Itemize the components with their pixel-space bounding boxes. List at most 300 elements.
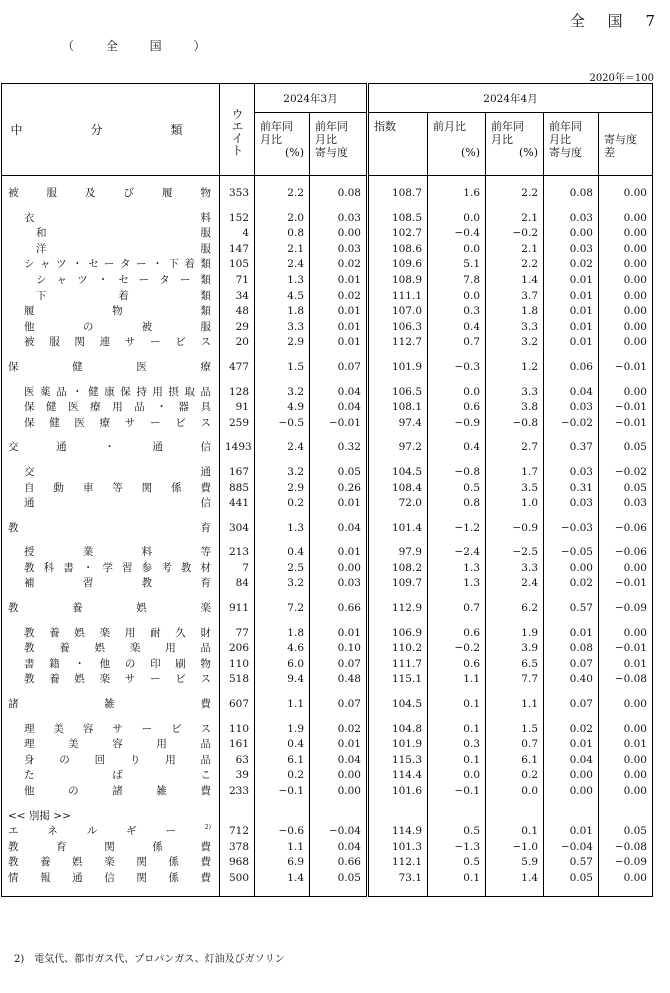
cell-march-contrib: 0.01 — [337, 305, 361, 318]
header-april-contrib: 前年同 月比 寄与度 — [544, 113, 599, 176]
cell-weight: 161 — [220, 737, 255, 753]
row-name: 下着類 — [2, 289, 220, 305]
cell-march-contrib: 0.10 — [337, 642, 361, 655]
cell-april-mom: −0.4 — [428, 226, 486, 242]
cell-march-yoy: 7.2 — [255, 601, 310, 617]
cell-april-yoy: 3.7 — [486, 289, 544, 305]
cell-april-diff: 0.00 — [623, 785, 647, 797]
cell-april-yoy: 3.8 — [486, 400, 544, 416]
cell-march-contrib — [310, 809, 368, 825]
row-name: 教科書・学習参考教材 — [2, 561, 220, 577]
cpi-table — [1, 83, 653, 897]
cell-weight: 353 — [220, 186, 255, 202]
cell-march-yoy: 3.2 — [255, 385, 310, 401]
cell-april-index: 112.1 — [368, 855, 428, 871]
cell-weight: 7 — [220, 561, 255, 577]
cell-april-diff: 0.01 — [623, 738, 647, 751]
cell-march-contrib: 0.01 — [337, 336, 361, 349]
cell-weight: 20 — [220, 335, 255, 351]
table-row — [2, 335, 653, 351]
cell-april-mom: −0.3 — [428, 360, 486, 376]
row-name: 被服及び履物 — [2, 186, 220, 202]
cell-april-index: 109.6 — [368, 257, 428, 273]
cell-march-yoy: 2.4 — [255, 257, 310, 273]
cell-march-yoy — [255, 809, 310, 825]
header-april-mom: 前月比 (%) — [428, 113, 486, 176]
cell-april-yoy: −0.9 — [486, 521, 544, 537]
table-row — [2, 768, 653, 784]
cell-march-yoy: 1.5 — [255, 360, 310, 376]
cell-april-diff: −0.09 — [614, 602, 647, 615]
cell-april-diff — [599, 809, 653, 825]
header-march-contrib: 前年同 月比 寄与度 — [310, 113, 368, 176]
cell-april-yoy: 6.5 — [486, 657, 544, 673]
cell-april-index: 97.9 — [368, 545, 428, 561]
cell-weight: 29 — [220, 320, 255, 336]
cell-march-contrib: −0.01 — [328, 416, 361, 429]
cell-weight: 500 — [220, 871, 255, 887]
cell-march-yoy: 9.4 — [255, 672, 310, 688]
cell-april-contrib: 0.08 — [544, 186, 599, 202]
cell-april-mom: 0.6 — [428, 657, 486, 673]
cell-march-yoy: −0.6 — [255, 824, 310, 840]
row-name: 教育関係費 — [2, 840, 220, 856]
header-march: 2024年3月 — [255, 84, 368, 113]
cell-april-contrib: 0.03 — [544, 242, 599, 258]
cell-april-yoy: −0.2 — [486, 226, 544, 242]
cell-march-contrib: 0.01 — [337, 546, 361, 559]
row-name: 衣料 — [2, 211, 220, 227]
cell-weight: 441 — [220, 496, 255, 512]
table-row — [2, 809, 653, 825]
cell-weight: 378 — [220, 840, 255, 856]
cell-april-mom: 1.6 — [428, 186, 486, 202]
cell-april-index: 102.7 — [368, 226, 428, 242]
cell-april-contrib: 0.01 — [544, 320, 599, 336]
cell-april-index: 101.6 — [368, 784, 428, 800]
cell-weight: 167 — [220, 465, 255, 481]
row-name: 他の諸雑費 — [2, 784, 220, 800]
cell-weight: 128 — [220, 385, 255, 401]
cell-april-mom: 0.1 — [428, 722, 486, 738]
cell-april-contrib: 0.02 — [544, 576, 599, 592]
cell-april-contrib: 0.57 — [544, 601, 599, 617]
cell-april-diff: −0.01 — [614, 642, 647, 655]
row-name: エネルギー$^{2)}$ — [2, 824, 220, 840]
cell-april-diff: 0.00 — [623, 242, 647, 255]
cell-april-yoy: 0.1 — [486, 824, 544, 840]
cell-april-index: 104.5 — [368, 465, 428, 481]
cell-april-mom — [428, 809, 486, 825]
cell-march-contrib: 0.02 — [337, 722, 361, 735]
row-name: 教養娯楽 — [2, 601, 220, 617]
cell-march-contrib: 0.08 — [337, 187, 361, 199]
cell-weight: 77 — [220, 626, 255, 642]
cell-april-yoy: 3.3 — [486, 385, 544, 401]
cell-april-diff: 0.00 — [623, 320, 647, 333]
cell-april-index: 106.3 — [368, 320, 428, 336]
cell-april-index: 104.5 — [368, 697, 428, 713]
footnote-ref: 2) — [204, 824, 211, 832]
cell-april-index: 115.1 — [368, 672, 428, 688]
cell-march-yoy: 4.5 — [255, 289, 310, 305]
cell-april-yoy: 3.3 — [486, 320, 544, 336]
cell-april-mom: 0.0 — [428, 768, 486, 784]
cell-april-contrib: 0.01 — [544, 335, 599, 351]
cell-april-yoy: 2.2 — [486, 257, 544, 273]
table-row — [2, 289, 653, 305]
cell-march-yoy: 0.8 — [255, 226, 310, 242]
cell-april-diff: 0.00 — [623, 871, 647, 884]
row-name: 医薬品・健康保持用摂取品 — [2, 385, 220, 401]
cell-april-yoy: 1.0 — [486, 496, 544, 512]
cell-april-diff: 0.01 — [623, 657, 647, 670]
cell-april-diff: −0.08 — [614, 840, 647, 853]
cell-march-contrib: 0.05 — [337, 465, 361, 478]
cell-april-contrib: 0.00 — [544, 226, 599, 242]
cell-april-mom: 0.8 — [428, 496, 486, 512]
table-row — [2, 601, 653, 617]
row-name: 教養娯楽関係費 — [2, 855, 220, 871]
cell-march-yoy: 2.1 — [255, 242, 310, 258]
cell-april-index: 108.1 — [368, 400, 428, 416]
cell-march-contrib: 0.02 — [337, 258, 361, 271]
cell-march-contrib: 0.04 — [337, 840, 361, 853]
table-row — [2, 496, 653, 512]
cell-april-index: 104.8 — [368, 722, 428, 738]
cell-weight: 712 — [220, 824, 255, 840]
cell-april-diff: −0.02 — [614, 465, 647, 478]
cell-weight: 147 — [220, 242, 255, 258]
cell-april-diff: 0.05 — [623, 441, 647, 454]
cell-april-yoy: 0.7 — [486, 737, 544, 753]
cell-april-yoy — [486, 809, 544, 825]
cell-april-contrib: 0.40 — [544, 672, 599, 688]
cell-weight: 152 — [220, 211, 255, 227]
cell-april-diff: 0.00 — [623, 769, 647, 782]
table-row — [2, 657, 653, 673]
cell-april-mom: 0.1 — [428, 697, 486, 713]
row-name: 保健医療サービス — [2, 416, 220, 432]
cell-april-contrib: 0.04 — [544, 753, 599, 769]
cell-april-diff: 0.00 — [623, 561, 647, 574]
cell-april-contrib: −0.02 — [544, 416, 599, 432]
cell-weight: 968 — [220, 855, 255, 871]
cell-april-diff: 0.00 — [623, 626, 647, 639]
cell-april-index: 107.0 — [368, 304, 428, 320]
cell-april-yoy: −0.8 — [486, 416, 544, 432]
cell-april-yoy: 5.9 — [486, 855, 544, 871]
cell-april-diff: 0.00 — [623, 698, 647, 711]
cell-april-contrib: 0.08 — [544, 641, 599, 657]
cell-march-contrib: 0.04 — [337, 401, 361, 414]
cell-march-contrib: 0.01 — [337, 273, 361, 286]
cell-april-contrib: 0.37 — [544, 440, 599, 456]
cell-april-yoy: −1.0 — [486, 840, 544, 856]
row-name: 理美容サービス — [2, 722, 220, 738]
row-name: 和服 — [2, 226, 220, 242]
cell-april-contrib: 0.02 — [544, 257, 599, 273]
cell-weight: 911 — [220, 601, 255, 617]
cell-april-diff: −0.08 — [614, 673, 647, 686]
row-name: 保健医療 — [2, 360, 220, 376]
cell-march-yoy: 2.0 — [255, 211, 310, 227]
row-name: 身の回り用品 — [2, 753, 220, 769]
cell-april-mom: 0.6 — [428, 626, 486, 642]
table-row — [2, 257, 653, 273]
cell-march-contrib: 0.04 — [337, 521, 361, 534]
table-row — [2, 465, 653, 481]
cell-april-contrib: 0.01 — [544, 273, 599, 289]
header-april-index: 指数 — [368, 113, 428, 176]
cell-march-yoy: 3.2 — [255, 465, 310, 481]
cell-april-yoy: 3.5 — [486, 481, 544, 497]
cell-march-yoy: 1.8 — [255, 304, 310, 320]
cell-april-yoy: 7.7 — [486, 672, 544, 688]
table-row — [2, 226, 653, 242]
table-row — [2, 576, 653, 592]
table-row — [2, 855, 653, 871]
cell-march-yoy: 2.5 — [255, 561, 310, 577]
cell-april-yoy: 1.1 — [486, 697, 544, 713]
cell-weight: 213 — [220, 545, 255, 561]
cell-march-yoy: 2.9 — [255, 335, 310, 351]
row-name: 教養娯楽用耐久財 — [2, 626, 220, 642]
table-row — [2, 481, 653, 497]
cell-april-yoy: 3.9 — [486, 641, 544, 657]
page-label: 全 国 7 — [569, 12, 664, 30]
cell-april-contrib: 0.00 — [544, 784, 599, 800]
cell-march-contrib: 0.66 — [337, 602, 361, 615]
cell-april-index: 108.9 — [368, 273, 428, 289]
cell-weight: 259 — [220, 416, 255, 432]
cell-april-diff: 0.05 — [623, 481, 647, 494]
cell-april-mom: 0.5 — [428, 824, 486, 840]
cell-april-mom: 0.1 — [428, 753, 486, 769]
cell-march-contrib: 0.26 — [337, 481, 361, 494]
cell-march-yoy: 3.2 — [255, 576, 310, 592]
cell-april-index: 106.9 — [368, 626, 428, 642]
cell-april-yoy: 2.4 — [486, 576, 544, 592]
table-row — [2, 304, 653, 320]
table-row — [2, 672, 653, 688]
cell-april-diff: 0.00 — [623, 258, 647, 271]
cell-march-yoy: 4.6 — [255, 641, 310, 657]
cell-april-mom: 0.0 — [428, 242, 486, 258]
cell-march-contrib: 0.01 — [337, 738, 361, 751]
table-row — [2, 840, 653, 856]
cell-march-contrib: 0.04 — [337, 385, 361, 398]
table-row — [2, 211, 653, 227]
cell-april-contrib: −0.03 — [544, 521, 599, 537]
cell-april-yoy: 2.2 — [486, 186, 544, 202]
cell-april-index: 73.1 — [368, 871, 428, 887]
cell-march-yoy: 4.9 — [255, 400, 310, 416]
cell-april-yoy: 6.1 — [486, 753, 544, 769]
cell-april-diff: 0.00 — [623, 722, 647, 735]
cell-march-contrib: 0.01 — [337, 497, 361, 510]
cell-april-index: 108.5 — [368, 211, 428, 227]
cell-april-contrib: 0.07 — [544, 697, 599, 713]
cell-april-yoy: 1.4 — [486, 273, 544, 289]
cell-april-index: 97.2 — [368, 440, 428, 456]
cell-april-mom: 5.1 — [428, 257, 486, 273]
cell-april-contrib: 0.31 — [544, 481, 599, 497]
cell-april-mom: 1.3 — [428, 576, 486, 592]
cell-march-yoy: 1.9 — [255, 722, 310, 738]
cell-april-contrib: 0.07 — [544, 657, 599, 673]
table-row — [2, 385, 653, 401]
cell-april-index: 101.3 — [368, 840, 428, 856]
cell-april-mom: −1.3 — [428, 840, 486, 856]
row-name: シャツ・セーター類 — [2, 273, 220, 289]
cell-april-index: 101.4 — [368, 521, 428, 537]
row-name: シャツ・セーター・下着類 — [2, 257, 220, 273]
table-row — [2, 545, 653, 561]
cell-weight: 110 — [220, 657, 255, 673]
row-name: 理美容用品 — [2, 737, 220, 753]
cell-march-yoy: 0.2 — [255, 768, 310, 784]
cell-april-contrib: 0.57 — [544, 855, 599, 871]
cell-april-diff: −0.06 — [614, 546, 647, 559]
cell-march-contrib: 0.02 — [337, 289, 361, 302]
row-name: 書籍・他の印刷物 — [2, 657, 220, 673]
row-name: 履物類 — [2, 304, 220, 320]
cell-april-mom: 0.7 — [428, 601, 486, 617]
cell-april-index: 110.2 — [368, 641, 428, 657]
cell-weight: 48 — [220, 304, 255, 320]
cell-weight: 885 — [220, 481, 255, 497]
cell-march-contrib: 0.48 — [337, 673, 361, 686]
row-name: << 別掲 >> — [2, 809, 220, 825]
cell-weight: 34 — [220, 289, 255, 305]
cell-march-yoy: 3.3 — [255, 320, 310, 336]
row-name: 他の被服 — [2, 320, 220, 336]
row-name: 教育 — [2, 521, 220, 537]
cell-april-contrib: 0.01 — [544, 626, 599, 642]
row-name: 保健医療用品・器具 — [2, 400, 220, 416]
cell-april-mom: −2.4 — [428, 545, 486, 561]
cell-april-mom: −1.2 — [428, 521, 486, 537]
cell-april-index: 112.9 — [368, 601, 428, 617]
cell-april-diff: 0.05 — [623, 825, 647, 838]
cell-april-diff: 0.00 — [623, 227, 647, 240]
table-row — [2, 871, 653, 887]
cell-march-contrib: 0.03 — [337, 211, 361, 224]
cell-weight: 206 — [220, 641, 255, 657]
cell-april-diff: −0.01 — [614, 416, 647, 429]
cell-april-index: 114.4 — [368, 768, 428, 784]
header-april-diff: 寄与度差 — [599, 113, 653, 176]
cell-april-yoy: 0.2 — [486, 768, 544, 784]
cell-march-yoy: 1.3 — [255, 273, 310, 289]
cell-april-mom: 0.0 — [428, 289, 486, 305]
cell-april-mom: 0.5 — [428, 481, 486, 497]
cell-april-yoy: 1.8 — [486, 304, 544, 320]
row-name: 交通 — [2, 465, 220, 481]
cell-april-index: 114.9 — [368, 824, 428, 840]
row-name: 自動車等関係費 — [2, 481, 220, 497]
cell-march-yoy: 2.2 — [255, 186, 310, 202]
row-name: 教養娯楽用品 — [2, 641, 220, 657]
cell-april-contrib: 0.01 — [544, 824, 599, 840]
cell-march-yoy: −0.1 — [255, 784, 310, 800]
cell-april-index — [368, 809, 428, 825]
cell-weight: 233 — [220, 784, 255, 800]
cell-weight: 71 — [220, 273, 255, 289]
cell-april-diff: −0.01 — [614, 577, 647, 590]
table-row — [2, 360, 653, 376]
cell-april-yoy: 1.9 — [486, 626, 544, 642]
row-name: 教養娯楽サービス — [2, 672, 220, 688]
row-name: 洋服 — [2, 242, 220, 258]
cell-weight: 91 — [220, 400, 255, 416]
cell-march-contrib: 0.01 — [337, 626, 361, 639]
cell-april-index: 101.9 — [368, 360, 428, 376]
cell-weight: 63 — [220, 753, 255, 769]
table-row — [2, 737, 653, 753]
cell-april-mom: 0.4 — [428, 320, 486, 336]
cell-march-yoy: 1.3 — [255, 521, 310, 537]
cell-march-yoy: 2.4 — [255, 440, 310, 456]
cell-april-yoy: 1.2 — [486, 360, 544, 376]
table-row — [2, 641, 653, 657]
cell-april-diff: 0.00 — [623, 336, 647, 349]
cell-april-yoy: 1.5 — [486, 722, 544, 738]
cell-april-contrib: 0.03 — [544, 400, 599, 416]
cell-april-contrib: 0.03 — [544, 211, 599, 227]
header-category: 中 分 類 — [2, 84, 220, 176]
cell-april-yoy: 1.4 — [486, 871, 544, 887]
cell-april-diff: 0.00 — [623, 211, 647, 224]
cell-april-mom: −0.1 — [428, 784, 486, 800]
table-row — [2, 242, 653, 258]
cell-april-mom: −0.2 — [428, 641, 486, 657]
cell-weight: 607 — [220, 697, 255, 713]
cell-april-diff: 0.00 — [623, 187, 647, 199]
table-row — [2, 320, 653, 336]
cell-april-yoy: 3.2 — [486, 335, 544, 351]
cell-april-contrib: 0.02 — [544, 722, 599, 738]
cell-weight — [220, 809, 255, 825]
cell-april-index: 106.5 — [368, 385, 428, 401]
cell-march-yoy: 1.8 — [255, 626, 310, 642]
cell-april-contrib: 0.01 — [544, 737, 599, 753]
table-body — [2, 176, 653, 897]
cell-march-yoy: 1.1 — [255, 840, 310, 856]
cell-april-diff: 0.00 — [623, 289, 647, 302]
cell-april-contrib: 0.03 — [544, 465, 599, 481]
cell-april-diff: 0.00 — [623, 305, 647, 318]
table-row — [2, 416, 653, 432]
cell-april-contrib: 0.05 — [544, 871, 599, 887]
cell-april-yoy: 6.2 — [486, 601, 544, 617]
cell-april-index: 108.4 — [368, 481, 428, 497]
cell-april-yoy: 1.7 — [486, 465, 544, 481]
table-row — [2, 186, 653, 202]
cell-weight: 105 — [220, 257, 255, 273]
cell-april-mom: −0.8 — [428, 465, 486, 481]
cell-march-yoy: 2.9 — [255, 481, 310, 497]
cell-march-contrib: 0.03 — [337, 577, 361, 590]
cell-april-diff: 0.00 — [623, 753, 647, 766]
row-name: 通信 — [2, 496, 220, 512]
table-row — [2, 784, 653, 800]
header-march-yoy: 前年同 月比 (%) — [255, 113, 310, 176]
row-name: 被服関連サービス — [2, 335, 220, 351]
cell-weight: 39 — [220, 768, 255, 784]
cell-april-diff: −0.09 — [614, 856, 647, 869]
